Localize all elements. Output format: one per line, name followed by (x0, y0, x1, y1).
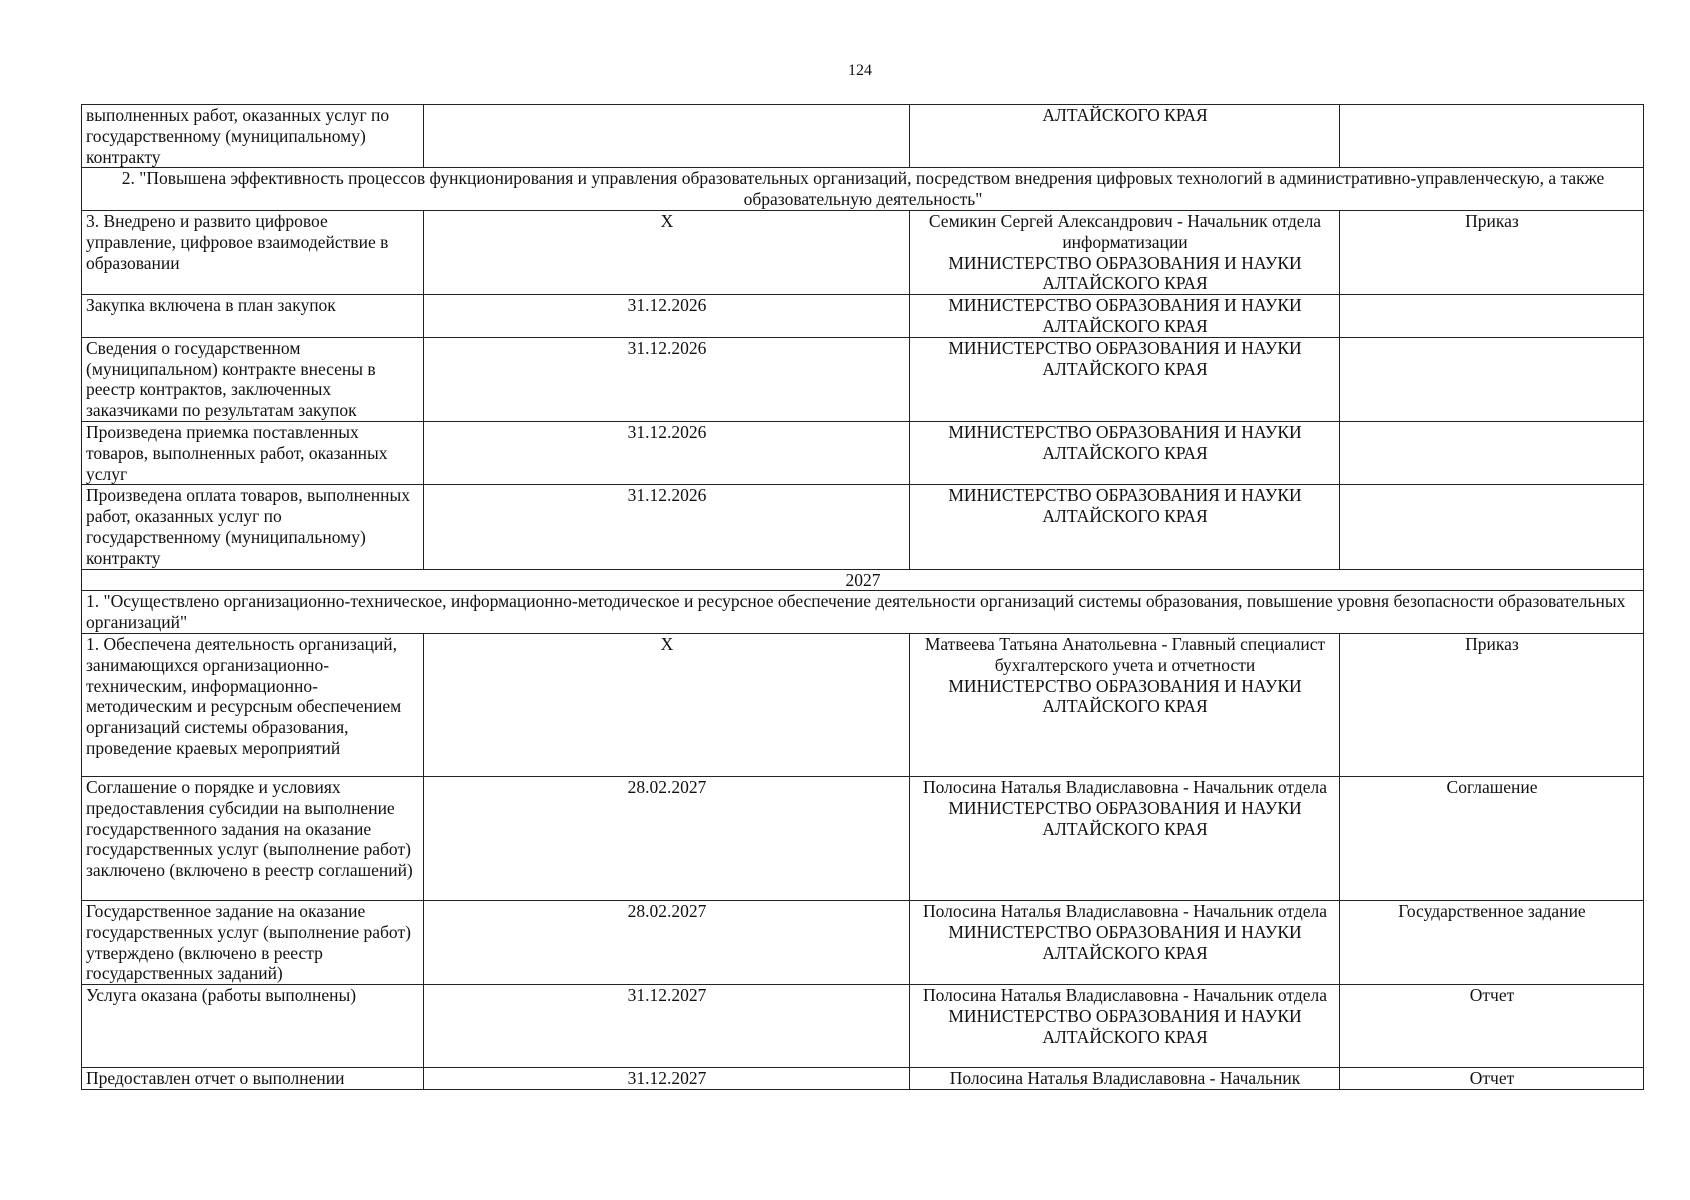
table-row-acceptance (82, 421, 1644, 484)
indicator-cell: Предоставлен отчет о выполнении (82, 1068, 424, 1090)
table-row-cont (82, 105, 1644, 168)
responsible-cell: МИНИСТЕРСТВО ОБРАЗОВАНИЯ И НАУКИ АЛТАЙСКОГО КРАЯ (910, 295, 1340, 338)
indicator-cell: Произведена приемка поставленных товаров, выполненных работ, оказанных услуг (82, 421, 424, 484)
date-cell: 31.12.2026 (424, 295, 910, 338)
indicator-cell: Соглашение о порядке и условиях предоставления субсидии на выполнение государственного задания на оказание государственных услуг (выполнение работ) заключено (включено в реестр соглашений) (82, 776, 424, 900)
date-cell: 31.12.2026 (424, 337, 910, 421)
table-row-agreement (82, 776, 1644, 900)
document-cell (1340, 485, 1644, 569)
table-row-state-task (82, 900, 1644, 984)
responsible-cell: Полосина Наталья Владиславовна - Начальник отдела МИНИСТЕРСТВО ОБРАЗОВАНИЯ И НАУКИ АЛТАЙСКОГО КРАЯ (910, 776, 1340, 900)
plan-table (81, 104, 1644, 1090)
section-header: 1. "Осуществлено организационно-техническое, информационно-методическое и ресурсное обеспечение деятельности организаций системы образования, повышение уровня безопасности образовательных организаций" (82, 591, 1644, 634)
indicator-cell: Сведения о государственном (муниципальном) контракте внесены в реестр контрактов, заключенных заказчиками по результатам закупок (82, 337, 424, 421)
responsible-cell: Полосина Наталья Владиславовна - Начальник отдела МИНИСТЕРСТВО ОБРАЗОВАНИЯ И НАУКИ АЛТАЙСКОГО КРАЯ (910, 985, 1340, 1068)
table-row-section-2 (82, 168, 1644, 211)
indicator-cell: Услуга оказана (работы выполнены) (82, 985, 424, 1068)
date-cell: 28.02.2027 (424, 900, 910, 984)
document-cell: Отчет (1340, 985, 1644, 1068)
responsible-cell: Матвеева Татьяна Анатольевна - Главный специалист бухгалтерского учета и отчетности МИНИСТЕРСТВО ОБРАЗОВАНИЯ И НАУКИ АЛТАЙСКОГО КРАЯ (910, 633, 1340, 776)
responsible-cell: Полосина Наталья Владиславовна - Начальник отдела МИНИСТЕРСТВО ОБРАЗОВАНИЯ И НАУКИ АЛТАЙСКОГО КРАЯ (910, 900, 1340, 984)
date-cell: 31.12.2027 (424, 985, 910, 1068)
table-row-year-2027 (82, 569, 1644, 591)
responsible-cell: МИНИСТЕРСТВО ОБРАЗОВАНИЯ И НАУКИ АЛТАЙСКОГО КРАЯ (910, 337, 1340, 421)
document-cell (1340, 105, 1644, 168)
table-row-purchase-plan (82, 295, 1644, 338)
indicator-cell: 1. Обеспечена деятельность организаций, занимающихся организационно-техническим, информационно-методическим и ресурсным обеспечением организаций системы образования, проведение краевых мероприятий (82, 633, 424, 776)
table-row-payment (82, 485, 1644, 569)
table-row-section-1 (82, 591, 1644, 634)
date-cell: 31.12.2026 (424, 421, 910, 484)
table-row-service-provided (82, 985, 1644, 1068)
indicator-cell: 3. Внедрено и развито цифровое управление, цифровое взаимодействие в образовании (82, 210, 424, 294)
document-cell (1340, 295, 1644, 338)
year-header: 2027 (82, 569, 1644, 591)
document-cell: Отчет (1340, 1068, 1644, 1090)
table-row-contract-registry (82, 337, 1644, 421)
document-cell: Государственное задание (1340, 900, 1644, 984)
date-cell: X (424, 633, 910, 776)
responsible-cell: МИНИСТЕРСТВО ОБРАЗОВАНИЯ И НАУКИ АЛТАЙСКОГО КРАЯ (910, 421, 1340, 484)
indicator-cell: Произведена оплата товаров, выполненных работ, оказанных услуг по государственному (муниципальному) контракту (82, 485, 424, 569)
responsible-cell: МИНИСТЕРСТВО ОБРАЗОВАНИЯ И НАУКИ АЛТАЙСКОГО КРАЯ (910, 485, 1340, 569)
table-row-report (82, 1068, 1644, 1090)
document-cell: Соглашение (1340, 776, 1644, 900)
responsible-cell: Полосина Наталья Владиславовна - Начальник (910, 1068, 1340, 1090)
date-cell (424, 105, 910, 168)
indicator-cell: выполненных работ, оказанных услуг по государственному (муниципальному) контракту (82, 105, 424, 168)
indicator-cell: Закупка включена в план закупок (82, 295, 424, 338)
date-cell: 31.12.2026 (424, 485, 910, 569)
indicator-cell: Государственное задание на оказание государственных услуг (выполнение работ) утверждено (включено в реестр государственных заданий) (82, 900, 424, 984)
date-cell: 31.12.2027 (424, 1068, 910, 1090)
document-cell (1340, 337, 1644, 421)
section-header: 2. "Повышена эффективность процессов функционирования и управления образовательных организаций, посредством внедрения цифровых технологий в административно-управленческую, а также образовательную деятельность" (82, 168, 1644, 211)
responsible-cell: АЛТАЙСКОГО КРАЯ (910, 105, 1340, 168)
document-cell: Приказ (1340, 210, 1644, 294)
date-cell: 28.02.2027 (424, 776, 910, 900)
document-cell: Приказ (1340, 633, 1644, 776)
date-cell: X (424, 210, 910, 294)
document-cell (1340, 421, 1644, 484)
table-row-support (82, 633, 1644, 776)
responsible-cell: Семикин Сергей Александрович - Начальник отдела информатизации МИНИСТЕРСТВО ОБРАЗОВАНИЯ И НАУКИ АЛТАЙСКОГО КРАЯ (910, 210, 1340, 294)
table-row-digital (82, 210, 1644, 294)
page-number: 124 (848, 62, 872, 79)
